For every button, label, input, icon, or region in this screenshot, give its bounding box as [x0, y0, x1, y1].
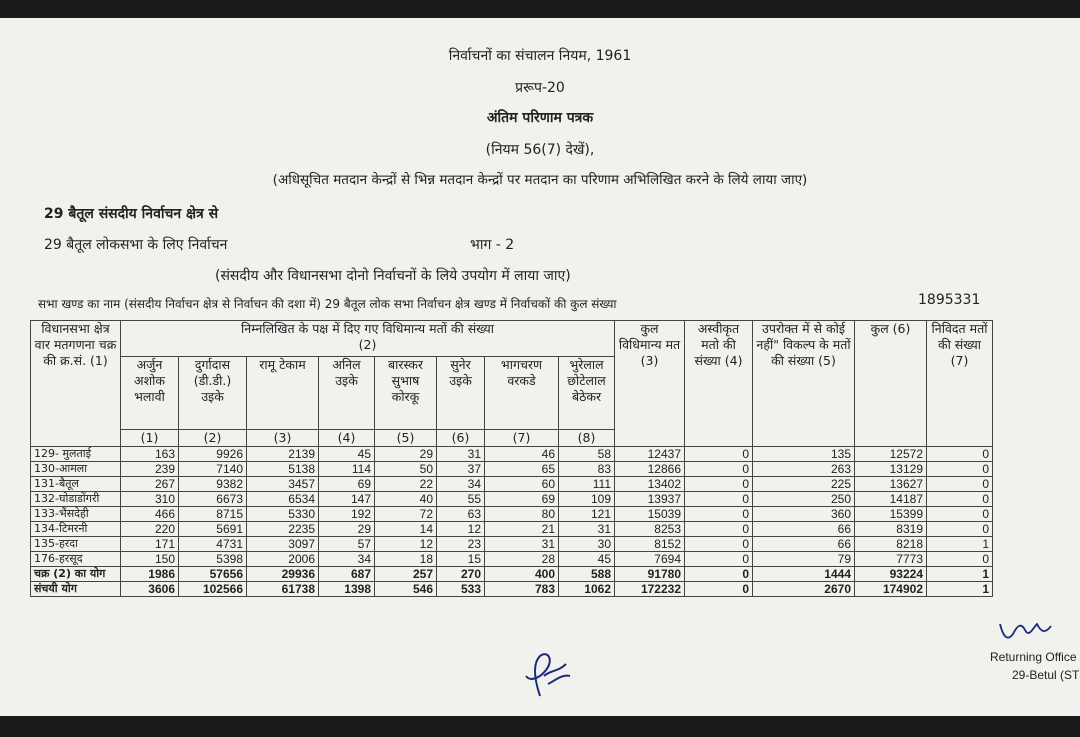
vote-cell: 114: [319, 462, 375, 477]
vote-cell: 270: [437, 567, 485, 582]
vote-cell: 1398: [319, 582, 375, 597]
vote-cell: 0: [927, 552, 993, 567]
vote-cell: 29: [375, 447, 437, 462]
part-label: भाग - 2: [470, 237, 515, 253]
vote-cell: 192: [319, 507, 375, 522]
vote-cell: 150: [121, 552, 179, 567]
vote-cell: 93224: [855, 567, 927, 582]
candidate-header: दुर्गादास (डी.डी.) उइके: [179, 356, 247, 429]
vote-cell: 0: [685, 537, 753, 552]
segment-name-cell: 176-हरसूद: [31, 552, 121, 567]
table-row: [31, 552, 993, 567]
segment-name-cell: 134-टिमरनी: [31, 522, 121, 537]
vote-cell: 14187: [855, 492, 927, 507]
vote-cell: 1986: [121, 567, 179, 582]
vote-cell: 0: [685, 567, 753, 582]
vote-cell: 0: [685, 507, 753, 522]
vote-cell: 0: [927, 447, 993, 462]
vote-cell: 8715: [179, 507, 247, 522]
vote-cell: 135: [753, 447, 855, 462]
vote-cell: 588: [559, 567, 615, 582]
vote-cell: 83: [559, 462, 615, 477]
vote-cell: 13937: [615, 492, 685, 507]
vote-cell: 8253: [615, 522, 685, 537]
constituency-title: 29 बैतूल संसदीय निर्वाचन क्षेत्र से: [44, 206, 219, 222]
form-number: प्ररूप-20: [515, 80, 565, 96]
candidate-header: बारस्कर सुभाष कोरकू: [375, 356, 437, 429]
col-header-rejected: अस्वीकृत मतो की संख्या (4): [685, 321, 753, 447]
vote-cell: 34: [437, 477, 485, 492]
segment-name-cell: 130-आमला: [31, 462, 121, 477]
vote-cell: 4731: [179, 537, 247, 552]
vote-cell: 57656: [179, 567, 247, 582]
vote-cell: 533: [437, 582, 485, 597]
vote-cell: 0: [685, 447, 753, 462]
vote-cell: 121: [559, 507, 615, 522]
table-row: [31, 447, 993, 462]
table-row: [31, 492, 993, 507]
vote-cell: 69: [485, 492, 559, 507]
vote-cell: 0: [685, 582, 753, 597]
vote-cell: 28: [485, 552, 559, 567]
col-header-tendered: निविदत मतों की संख्या (7): [927, 321, 993, 447]
vote-cell: 12572: [855, 447, 927, 462]
vote-cell: 1: [927, 567, 993, 582]
vote-cell: 0: [927, 477, 993, 492]
vote-cell: 174902: [855, 582, 927, 597]
candidate-number: (8): [559, 429, 615, 446]
electors-total: 1895331: [918, 292, 981, 308]
candidate-number: (5): [375, 429, 437, 446]
vote-cell: 45: [319, 447, 375, 462]
vote-cell: 1444: [753, 567, 855, 582]
vote-cell: 263: [753, 462, 855, 477]
vote-cell: 2139: [247, 447, 319, 462]
signature-center: [510, 646, 580, 700]
vote-cell: 14: [375, 522, 437, 537]
vote-cell: 72: [375, 507, 437, 522]
total-row: [31, 582, 993, 597]
candidate-header: अर्जुन अशोक भलावी: [121, 356, 179, 429]
vote-cell: 79: [753, 552, 855, 567]
vote-cell: 0: [685, 492, 753, 507]
vote-cell: 0: [685, 552, 753, 567]
vote-cell: 5330: [247, 507, 319, 522]
vote-cell: 57: [319, 537, 375, 552]
vote-cell: 171: [121, 537, 179, 552]
vote-cell: 267: [121, 477, 179, 492]
vote-cell: 9382: [179, 477, 247, 492]
vote-cell: 0: [685, 462, 753, 477]
usage-line: (संसदीय और विधानसभा दोनो निर्वाचनों के लिये उपयोग में लाया जाए): [215, 268, 571, 284]
results-table: [30, 320, 993, 597]
vote-cell: 91780: [615, 567, 685, 582]
vote-cell: 13129: [855, 462, 927, 477]
segment-name-cell: 131-बैतूल: [31, 477, 121, 492]
candidate-number: (1): [121, 429, 179, 446]
candidate-number: (4): [319, 429, 375, 446]
vote-cell: 250: [753, 492, 855, 507]
vote-cell: 66: [753, 522, 855, 537]
vote-cell: 687: [319, 567, 375, 582]
vote-cell: 0: [927, 492, 993, 507]
vote-cell: 6673: [179, 492, 247, 507]
vote-cell: 34: [319, 552, 375, 567]
group-title: निम्नलिखित के पक्ष में दिए गए विधिमान्य मतों की संख्या: [241, 321, 494, 336]
signature-officer: [995, 616, 1055, 646]
vote-cell: 0: [685, 477, 753, 492]
vote-cell: 147: [319, 492, 375, 507]
vote-cell: 45: [559, 552, 615, 567]
vote-cell: 9926: [179, 447, 247, 462]
vote-cell: 15: [437, 552, 485, 567]
vote-cell: 163: [121, 447, 179, 462]
candidate-number: (6): [437, 429, 485, 446]
candidate-header: अनिल उइके: [319, 356, 375, 429]
segment-name-cell: चक्र (2) का योग: [31, 567, 121, 582]
vote-cell: 0: [927, 507, 993, 522]
candidate-number: (7): [485, 429, 559, 446]
vote-cell: 1: [927, 537, 993, 552]
segment-name-cell: 133-भैंसदेही: [31, 507, 121, 522]
candidate-header: भुरेलाल छोटेलाल बेठेकर: [559, 356, 615, 429]
vote-cell: 310: [121, 492, 179, 507]
vote-cell: 63: [437, 507, 485, 522]
vote-cell: 37: [437, 462, 485, 477]
table-row: [31, 477, 993, 492]
vote-cell: 3457: [247, 477, 319, 492]
vote-cell: 13627: [855, 477, 927, 492]
vote-cell: 60: [485, 477, 559, 492]
vote-cell: 80: [485, 507, 559, 522]
vote-cell: 239: [121, 462, 179, 477]
vote-cell: 55: [437, 492, 485, 507]
vote-cell: 225: [753, 477, 855, 492]
vote-cell: 12: [375, 537, 437, 552]
vote-cell: 7773: [855, 552, 927, 567]
vote-cell: 15399: [855, 507, 927, 522]
vote-cell: 66: [753, 537, 855, 552]
vote-cell: 2235: [247, 522, 319, 537]
election-title: 29 बैतूल लोकसभा के लिए निर्वाचन: [44, 237, 228, 253]
vote-cell: 8152: [615, 537, 685, 552]
total-row: [31, 567, 993, 582]
vote-cell: 783: [485, 582, 559, 597]
vote-cell: 7140: [179, 462, 247, 477]
vote-cell: 29936: [247, 567, 319, 582]
segment-name-cell: 132-घोडाडोंगरी: [31, 492, 121, 507]
result-title: अंतिम परिणाम पत्रक: [486, 110, 594, 126]
col-header-group: [121, 321, 615, 357]
vote-cell: 2670: [753, 582, 855, 597]
candidate-number: (2): [179, 429, 247, 446]
vote-cell: 12: [437, 522, 485, 537]
vote-cell: 5138: [247, 462, 319, 477]
col-header-total: कुल (6): [855, 321, 927, 447]
vote-cell: 0: [927, 462, 993, 477]
segment-name-cell: संचयी योग: [31, 582, 121, 597]
vote-cell: 3606: [121, 582, 179, 597]
vote-cell: 61738: [247, 582, 319, 597]
table-row: [31, 537, 993, 552]
vote-cell: 12437: [615, 447, 685, 462]
segment-name-cell: 129- मुलताई: [31, 447, 121, 462]
group-number: (2): [358, 337, 377, 352]
vote-cell: 50: [375, 462, 437, 477]
vote-cell: 2006: [247, 552, 319, 567]
vote-cell: 0: [927, 522, 993, 537]
vote-cell: 15039: [615, 507, 685, 522]
vote-cell: 172232: [615, 582, 685, 597]
vote-cell: 65: [485, 462, 559, 477]
vote-cell: 8218: [855, 537, 927, 552]
vote-cell: 8319: [855, 522, 927, 537]
vote-cell: 360: [753, 507, 855, 522]
vote-cell: 40: [375, 492, 437, 507]
rule-reference: (नियम 56(7) देखें),: [485, 142, 595, 158]
vote-cell: 31: [437, 447, 485, 462]
vote-cell: 13402: [615, 477, 685, 492]
vote-cell: 58: [559, 447, 615, 462]
vote-cell: 6534: [247, 492, 319, 507]
officer-constituency: 29-Betul (ST: [1012, 668, 1080, 682]
vote-cell: 12866: [615, 462, 685, 477]
usage-note: (अधिसूचित मतदान केन्द्रों से भिन्न मतदान केन्द्रों पर मतदान का परिणाम अभिलिखित करने के लिये लाया जाए): [272, 172, 808, 188]
vote-cell: 102566: [179, 582, 247, 597]
vote-cell: 29: [319, 522, 375, 537]
table-row: [31, 507, 993, 522]
col-header-valid: कुल विधिमान्य मत (3): [615, 321, 685, 447]
vote-cell: 1062: [559, 582, 615, 597]
vote-cell: 111: [559, 477, 615, 492]
vote-cell: 220: [121, 522, 179, 537]
vote-cell: 23: [437, 537, 485, 552]
vote-cell: 31: [559, 522, 615, 537]
col-header-segment: विधानसभा क्षेत्र वार मतगणना चक्र की क्र.सं. (1): [31, 321, 121, 447]
vote-cell: 5691: [179, 522, 247, 537]
vote-cell: 69: [319, 477, 375, 492]
vote-cell: 21: [485, 522, 559, 537]
vote-cell: 31: [485, 537, 559, 552]
candidate-header: रामू टेकाम: [247, 356, 319, 429]
vote-cell: 109: [559, 492, 615, 507]
vote-cell: 22: [375, 477, 437, 492]
vote-cell: 400: [485, 567, 559, 582]
vote-cell: 466: [121, 507, 179, 522]
vote-cell: 18: [375, 552, 437, 567]
result-sheet: [0, 18, 1080, 716]
vote-cell: 257: [375, 567, 437, 582]
candidate-number: (3): [247, 429, 319, 446]
vote-cell: 30: [559, 537, 615, 552]
vote-cell: 1: [927, 582, 993, 597]
vote-cell: 0: [685, 522, 753, 537]
table-row: [31, 522, 993, 537]
electors-label: सभा खण्ड का नाम (संसदीय निर्वाचन क्षेत्र से निर्वाचन की दशा में) 29 बैतूल लोक सभा निर्वाचन क्षेत्र खण्ड में निर्वाचकों की कुल संख्या: [38, 297, 617, 311]
col-header-nota: उपरोक्त में से कोई नहीं" विकल्प के मतों की संख्या (5): [753, 321, 855, 447]
candidate-header: भागचरण वरकडे: [485, 356, 559, 429]
vote-cell: 5398: [179, 552, 247, 567]
vote-cell: 546: [375, 582, 437, 597]
table-row: [31, 462, 993, 477]
vote-cell: 3097: [247, 537, 319, 552]
segment-name-cell: 135-हरदा: [31, 537, 121, 552]
rules-title: निर्वाचनों का संचालन नियम, 1961: [448, 48, 632, 64]
vote-cell: 7694: [615, 552, 685, 567]
officer-title: Returning Office: [990, 650, 1077, 664]
vote-cell: 46: [485, 447, 559, 462]
candidate-header: सुनेर उइके: [437, 356, 485, 429]
